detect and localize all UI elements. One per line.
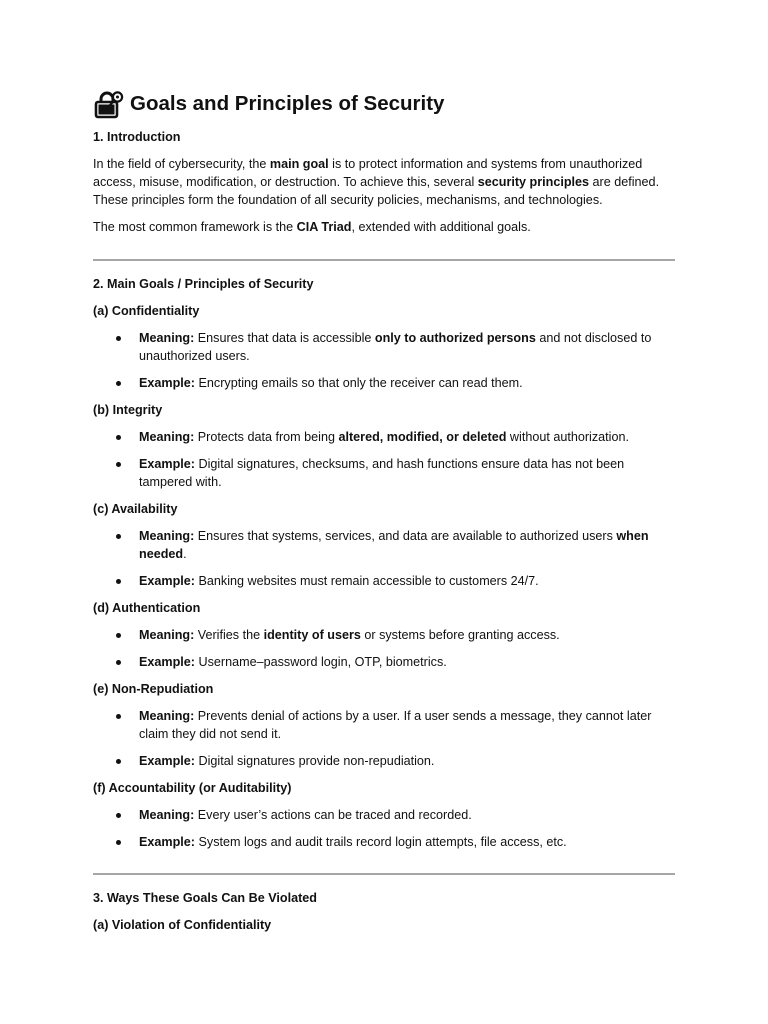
principle-bullet-list <box>93 329 675 392</box>
example-bullet: Example: Banking websites must remain accessible to customers 24/7. <box>93 572 675 590</box>
principle-bullet-list <box>93 626 675 671</box>
bullet-icon <box>116 759 121 764</box>
lock-with-key-icon <box>93 88 125 120</box>
example-bullet: Example: Digital signatures, checksums, and hash functions ensure data has not been tampered with. <box>93 455 675 491</box>
section-heading-main-goals: 2. Main Goals / Principles of Security <box>93 277 314 291</box>
bullet-icon <box>116 381 121 386</box>
example-bullet: Example: Username–password login, OTP, biometrics. <box>93 653 675 671</box>
bullet-icon <box>116 435 121 440</box>
intro-paragraph: In the field of cybersecurity, the main goal is to protect information and systems from unauthorized access, misuse, modification, or destruction. To achieve this, several security principles are defined. These principles form the foundation of all security policies, mechanisms, and technologies. <box>93 157 660 207</box>
section-heading-violations: 3. Ways These Goals Can Be Violated <box>93 891 317 905</box>
principle-heading: (d) Authentication <box>93 601 201 615</box>
meaning-bullet: Meaning: Verifies the identity of users or systems before granting access. <box>93 626 675 644</box>
bullet-icon <box>116 714 121 719</box>
example-bullet: Example: Digital signatures provide non-repudiation. <box>93 752 675 770</box>
bullet-icon <box>116 336 121 341</box>
principle-heading: (f) Accountability (or Auditability) <box>93 781 292 795</box>
example-bullet: Example: Encrypting emails so that only the receiver can read them. <box>93 374 675 392</box>
meaning-bullet: Meaning: Every user’s actions can be traced and recorded. <box>93 806 675 824</box>
bullet-icon <box>116 534 121 539</box>
principle-bullet-list <box>93 428 675 491</box>
title-row <box>93 88 675 120</box>
section-heading-introduction: 1. Introduction <box>93 130 181 144</box>
bullet-icon <box>116 633 121 638</box>
meaning-bullet: Meaning: Ensures that data is accessible only to authorized persons and not disclosed to unauthorized users. <box>93 329 675 365</box>
bullet-icon <box>116 840 121 845</box>
principle-heading: (a) Confidentiality <box>93 304 200 318</box>
example-bullet: Example: System logs and audit trails record login attempts, file access, etc. <box>93 833 675 851</box>
bullet-icon <box>116 813 121 818</box>
page-title: Goals and Principles of Security <box>130 92 445 115</box>
principle-heading: (e) Non-Repudiation <box>93 682 214 696</box>
principle-bullet-list <box>93 527 675 590</box>
bullet-icon <box>116 660 121 665</box>
meaning-bullet: Meaning: Prevents denial of actions by a user. If a user sends a message, they cannot later claim they did not send it. <box>93 707 675 743</box>
principle-bullet-list <box>93 806 675 851</box>
principles-list <box>93 302 675 851</box>
meaning-bullet: Meaning: Protects data from being altered, modified, or deleted without authorization. <box>93 428 675 446</box>
principle-heading: (c) Availability <box>93 502 178 516</box>
sub-heading-violation-confidentiality: (a) Violation of Confidentiality <box>93 918 272 932</box>
principle-heading: (b) Integrity <box>93 403 163 417</box>
bullet-icon <box>116 579 121 584</box>
principle-bullet-list <box>93 707 675 770</box>
document-content <box>93 88 675 934</box>
cia-triad-paragraph: The most common framework is the CIA Triad, extended with additional goals. <box>93 220 531 234</box>
bullet-icon <box>116 462 121 467</box>
meaning-bullet: Meaning: Ensures that systems, services, and data are available to authorized users when needed. <box>93 527 675 563</box>
